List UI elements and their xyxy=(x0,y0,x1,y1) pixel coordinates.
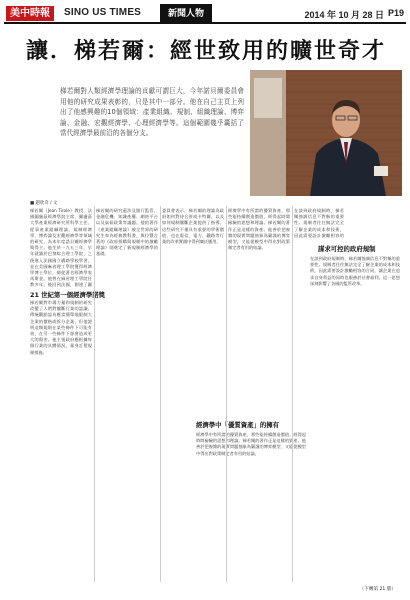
continued-note: （下轉第 21 版） xyxy=(359,587,396,592)
masthead xyxy=(4,4,406,24)
column-divider xyxy=(160,206,161,582)
article-headline: 讓．梯若爾：經世致用的曠世奇才 xyxy=(26,38,387,64)
article-column-4b: 經濟學中有所謂的優質資產，那些能持續創造價值、經得起時間檢驗的思想和理論。梯若爾的著作正是這樣的資產。他善於把複雜的現實問題抽象為嚴謹的博弈模型，又能從模型中得出對政策制定者有用的結論。 xyxy=(196,432,306,456)
subhead-quality-assets: 經濟學中「優質資產」的擁有 xyxy=(196,421,280,429)
article-column-1a: 梯若爾（Jean Tirole）教授，法國圖盧茲經濟學院主席、圖盧茲大學產業經濟研究所科學主任，從事產業組織理論、規制經濟學、博弈論及宏觀經濟學等領域的研究，為本年度諾貝爾經濟學獎得主。他生於一九五三年，早年就讀於巴黎綜合理工學院，之後進入法國國立橋路學校學習，並在美國麻省理工學院獲得經濟學博士學位，師從著名經濟學家馬斯金。他曾在麻省理工學院任教多年，後回到法國，創建了圖 xyxy=(30,208,92,288)
column-divider xyxy=(226,206,227,582)
article-column-1b: 梯若爾對市場力量和規制的研究改變了人們對壟斷行業的認識。傳統觀點認為應當簡單地限制大企業的價格或拆分企業，但他證明這類規則在某些條件下可能有效，在另一些條件下卻會造成更大的傷害。他主張政府應根據每個行業的具體情況，量身訂製規制措施。 xyxy=(30,300,92,355)
column-divider xyxy=(292,206,293,582)
column-divider xyxy=(94,206,95,582)
portrait-illustration xyxy=(250,70,402,196)
article-column-2: 梯若爾的研究還涉及銀行監管、金融危機、知識產權、網絡平台以及氣候政策等議題。他的著作《產業組織理論》被全世界的研究生奉為經典教科書，與拉豐合著的《政府採購與規制中的激勵理論》則奠定了新規制經濟學的基礎。 xyxy=(96,208,158,257)
article-column-4a: 經濟學中有所謂的優質資產，那些能持續創造價值、經得起時間檢驗的思想和理論。梯若爾的著作正是這樣的資產。他善於把複雜的現實問題抽象為嚴謹的博弈模型，又能從模型中得出對政策制定者有用的結論。 xyxy=(228,208,290,251)
newspaper-english-name: SINO US TIMES xyxy=(64,7,142,18)
issue-date: 2014 年 10 月 28 日 xyxy=(304,10,384,20)
article-column-5a: 在談到政府規制時，梯若爾強調信息不對稱的重要性。規制者往往無法完全了解企業的成本和技術，因此需要設計激勵相容的 xyxy=(294,208,344,238)
article-lead-summary: 梯若爾對人類經濟學理論的貢獻可謂巨大，今年諾貝爾委員會用他的研究成果表彰的，只是其中一部分。他在自己主頁上列出了他感興趣的10個領域：產業組織、規制、組織理論、博弈論、金融、宏觀經濟學、心理經濟學等。這個範圍幾乎囊括了當代經濟學最前沿的各個分支。 xyxy=(60,87,244,137)
subhead-regulation: 謀求可控的政府規制 xyxy=(318,245,376,253)
portrait-photo xyxy=(250,70,402,196)
newspaper-logo: 美中時報 xyxy=(6,6,54,21)
article-column-3: 委員會表示，梯若爾的理論為政府如何對待合併或卡特爾，以及如何規制壟斷企業提供了指導。這些研究不僅具有重要的學術價值，也在電信、電力、鐵路等行業的改革實踐中得到廣泛應用。 xyxy=(162,208,224,245)
article-column-5b: 在談到政府規制時，梯若爾強調信息不對稱的重要性。規制者往往無法完全了解企業的成本和技術，因此需要設計激勵相容的合同，讓企業在追求自身利益的同時也服務於社會福利。這一思想深刻影響了各國的監管改革。 xyxy=(310,256,400,286)
byline: ■ 趙欣奇 / 文 xyxy=(30,201,58,206)
subhead-first-century: 21 世紀第一個經濟學諾獎 xyxy=(30,291,106,299)
page-number: P19 xyxy=(387,8,404,18)
section-label: 新聞人物 xyxy=(160,4,212,24)
